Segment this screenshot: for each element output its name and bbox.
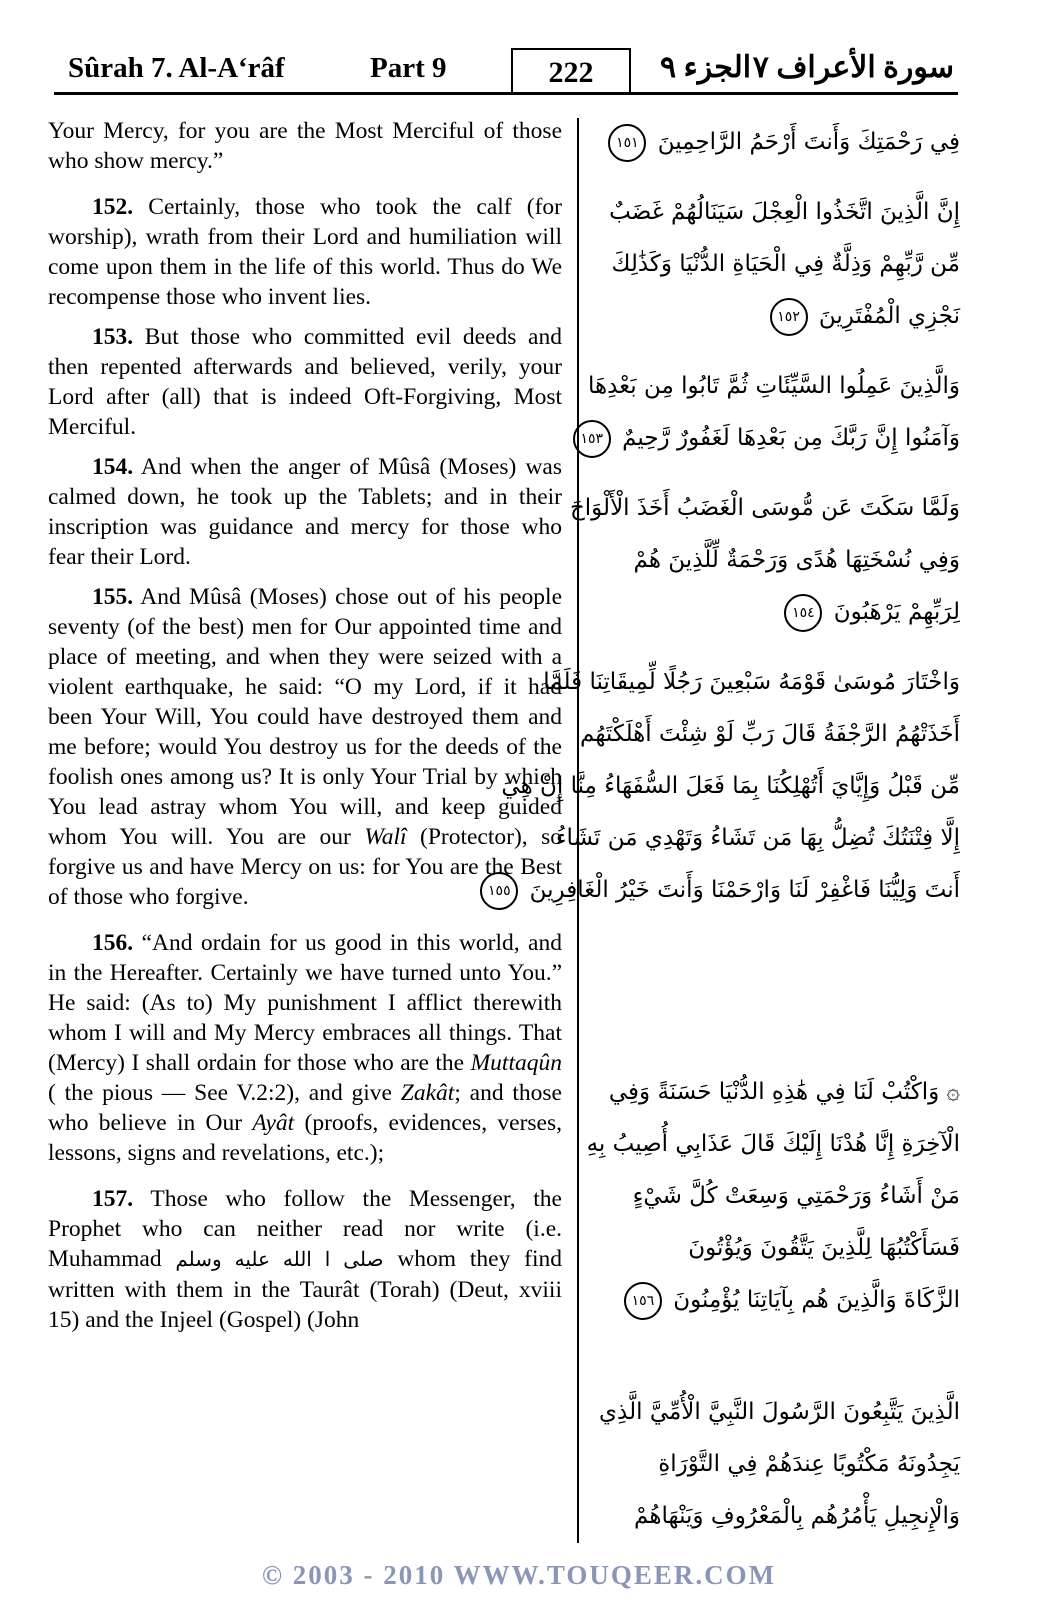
arabic-words: فِي رَحْمَتِكَ وَأَنتَ أَرْحَمُ الرَّاحِمِينَ xyxy=(657,129,960,155)
arabic-juz-label: الجزء ٩ xyxy=(660,51,752,84)
arabic-line: وَالَّذِينَ عَمِلُوا السَّيِّئَاتِ ثُمَّ تَابُوا مِن بَعْدِهَا xyxy=(587,373,960,399)
arabic-line: مِّن رَّبِّهِمْ وَذِلَّةٌ فِي الْحَيَاةِ الدُّنْيَا وَكَذَٰلِكَ xyxy=(611,251,960,277)
verse-text: But those who committed evil deeds and then repented afterwards and believed, verily, your Lord after (all) that is indeed Oft-Forgiving, Most Merciful. xyxy=(48,324,562,440)
arabic-line: أَخَذَتْهُمُ الرَّجْفَةُ قَالَ رَبِّ لَوْ شِئْتَ أَهْلَكْتَهُم xyxy=(580,721,960,747)
term-muttaqun: Muttaqûn xyxy=(470,1050,562,1076)
ayah-marker-icon: ١٥٥ xyxy=(480,872,518,910)
verse-text: (proofs, evidences, verses, lessons, signs and revelations, etc.); xyxy=(48,1110,562,1166)
arabic-line xyxy=(596,586,960,638)
arabic-line: مَنْ أَشَاءُ وَرَحْمَتِي وَسِعَتْ كُلَّ شَيْءٍ xyxy=(632,1183,960,1209)
arabic-verse-154 xyxy=(569,482,960,638)
page-header xyxy=(54,44,958,94)
arabic-line: الْآخِرَةِ إِنَّا هُدْنَا إِلَيْكَ قَالَ عَذَابِي أُصِيبُ بِهِ xyxy=(586,1131,960,1157)
surah-title: Sûrah 7. Al-A‘râf xyxy=(68,52,285,84)
arabic-line xyxy=(596,1274,960,1326)
term-wali: Walî xyxy=(364,824,407,850)
arabic-words: نَجْزِي الْمُفْتَرِينَ xyxy=(818,303,960,329)
arabic-line: مِّن قَبْلُ وَإِيَّايَ أَتُهْلِكُنَا بِمَا فَعَلَ السُّفَهَاءُ مِنَّا إِنْ هِيَ xyxy=(501,773,960,799)
verse-number: 154. xyxy=(92,454,134,480)
ayah-marker-icon: ١٥٣ xyxy=(573,420,611,458)
verse-157 xyxy=(48,1184,562,1335)
term-ayat: Ayât xyxy=(252,1110,295,1136)
english-translation xyxy=(48,116,562,1345)
arabic-line: وَفِي نُسْخَتِهَا هُدًى وَرَحْمَةٌ لِّلَّذِينَ هُمْ xyxy=(633,547,960,573)
arabic-verse-157 xyxy=(596,1386,960,1542)
header-rule xyxy=(54,92,958,95)
verse-153 xyxy=(48,322,562,442)
arabic-line: ۞ وَاكْتُبْ لَنَا فِي هَٰذِهِ الدُّنْيَا حَسَنَةً وَفِي xyxy=(608,1079,960,1105)
salawat-inline: صلى ا الله عليه وسلم xyxy=(175,1249,384,1271)
part-label: Part 9 xyxy=(370,52,447,84)
arabic-line xyxy=(488,864,960,916)
arabic-line xyxy=(580,412,960,464)
verse-text: Those who follow the Messenger, the Prophet who can neither read nor write (i.e. Muhammad xyxy=(48,1186,562,1272)
verse-text: “And ordain for us good in this world, and in the Hereafter. Certainly we have turned unto You.” He said: (As to) My punishment I afflict therewith whom I will and My Mercy embraces all things. That (Mercy) I shall ordain for those who are the xyxy=(48,930,562,1076)
arabic-line: إِنَّ الَّذِينَ اتَّخَذُوا الْعِجْلَ سَيَنَالُهُمْ غَضَبٌ xyxy=(609,199,960,225)
arabic-verse-153 xyxy=(580,360,960,464)
arabic-verse-156 xyxy=(586,1066,960,1326)
verse-154 xyxy=(48,452,562,572)
arabic-line: وَاخْتَارَ مُوسَىٰ قَوْمَهُ سَبْعِينَ رَجُلًا لِّمِيقَاتِنَا فَلَمَّا xyxy=(543,669,960,695)
copyright-footer: © 2003 - 2010 WWW.TOUQEER.COM xyxy=(261,1560,777,1590)
verse-text: ( the pious — See V.2:2), and give xyxy=(48,1080,401,1106)
arabic-surah-title: سورة الأعراف ٧ xyxy=(752,51,954,84)
arabic-line xyxy=(596,290,960,342)
verse-text: ; and those who believe in Our xyxy=(48,1080,562,1136)
verse-number: 157. xyxy=(92,1186,134,1212)
verse-text: whom they find written with them in the Taurât (Torah) (Deut, xviii 15) and the Injeel (Gospel) (John xyxy=(48,1246,562,1333)
ayah-marker-icon: ١٥٢ xyxy=(770,298,808,336)
verse-155 xyxy=(48,582,562,912)
ayah-marker-icon: ١٥٦ xyxy=(624,1282,662,1320)
verse-text: Your Mercy, for you are the Most Merciful of those who show mercy.” xyxy=(48,118,562,174)
arabic-line: إِلَّا فِتْنَتُكَ تُضِلُّ بِهَا مَن تَشَاءُ وَتَهْدِي مَن تَشَاءُ xyxy=(555,825,960,851)
verse-text: Certainly, those who took the calf (for worship), wrath from their Lord and humiliation will come upon them in the life of this world. Thus do We recompense those who invent lies. xyxy=(48,194,562,310)
verse-151-continuation xyxy=(48,116,562,176)
arabic-words: وَآمَنُوا إِنَّ رَبَّكَ مِن بَعْدِهَا لَغَفُورٌ رَّحِيمٌ xyxy=(622,425,960,451)
arabic-line: وَلَمَّا سَكَتَ عَن مُّوسَى الْغَضَبُ أَخَذَ الْأَلْوَاحَ xyxy=(569,495,960,521)
arabic-line: الَّذِينَ يَتَّبِعُونَ الرَّسُولَ النَّبِيَّ الْأُمِّيَّ الَّذِي xyxy=(599,1399,960,1425)
arabic-words: الزَّكَاةَ وَالَّذِينَ هُم بِآيَاتِنَا يُؤْمِنُونَ xyxy=(673,1287,960,1313)
verse-text: And when the anger of Mûsâ (Moses) was calmed down, he took up the Tablets; and in their inscription was guidance and mercy for those who fear their Lord. xyxy=(48,454,562,570)
ayah-marker-icon: ١٥٤ xyxy=(784,594,822,632)
verse-text: And Mûsâ (Moses) chose out of his people seventy (of the best) men for Our appointed time and place of meeting, and when they were seized with a violent earthquake, he said: “O my Lord, if it had been Your Will, You could have destroyed them and me before; would You destroy us for the deeds of the foolish ones among us? It is only Your Trial by which You lead astray whom You will, and keep guided whom You will. You are our xyxy=(48,584,562,850)
arabic-words: أَنتَ وَلِيُّنَا فَاغْفِرْ لَنَا وَارْحَمْنَا وَأَنتَ خَيْرُ الْغَافِرِينَ xyxy=(529,877,960,903)
arabic-line: فَسَأَكْتُبُهَا لِلَّذِينَ يَتَّقُونَ وَيُؤْتُونَ xyxy=(688,1235,960,1261)
arabic-verse-152 xyxy=(596,186,960,342)
arabic-line xyxy=(596,116,960,168)
arabic-line: يَجِدُونَهُ مَكْتُوبًا عِندَهُمْ فِي التَّوْرَاةِ xyxy=(658,1451,960,1477)
page-number: 222 xyxy=(511,48,631,92)
verse-number: 153. xyxy=(92,324,134,350)
arabic-line: وَالْإِنجِيلِ يَأْمُرُهُم بِالْمَعْرُوفِ وَيَنْهَاهُمْ xyxy=(634,1503,960,1529)
arabic-words: لِرَبِّهِمْ يَرْهَبُونَ xyxy=(833,599,960,625)
term-zakat: Zakât xyxy=(400,1080,455,1106)
verse-number: 156. xyxy=(92,930,134,956)
verse-156 xyxy=(48,928,562,1168)
verse-text: (Protector), so forgive us and have Mercy on us: for You are the Best of those who forgive. xyxy=(48,824,562,910)
arabic-verse-151-end xyxy=(596,116,960,168)
arabic-verse-155 xyxy=(488,656,960,916)
verse-number: 152. xyxy=(92,194,134,220)
ayah-marker-icon: ١٥١ xyxy=(608,124,646,162)
verse-152 xyxy=(48,192,562,312)
verse-number: 155. xyxy=(92,584,134,610)
